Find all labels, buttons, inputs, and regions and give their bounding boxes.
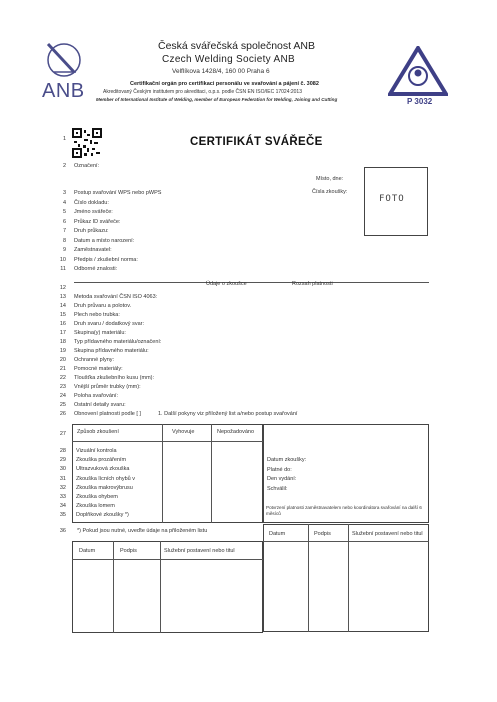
row-number: 30 bbox=[59, 466, 66, 473]
field-label: Postup svařování WPS nebo pWPS bbox=[74, 190, 162, 196]
row-number: 3 bbox=[62, 190, 66, 196]
row-number: 6 bbox=[62, 218, 66, 225]
field-label: Obnovení platnosti podle [ ] bbox=[74, 411, 141, 417]
row-number: 8 bbox=[62, 237, 66, 244]
footnote-text: *) Pokud jsou nutné, uveďte údaje na přiloženém listu bbox=[77, 528, 208, 534]
divider bbox=[74, 282, 429, 283]
field-label: Předpis / zkušební norma: bbox=[74, 256, 138, 263]
field-label: Tloušťka zkušebního kusu (mm): bbox=[74, 375, 155, 381]
row-number: 12 bbox=[59, 285, 66, 291]
table-header-divider bbox=[72, 559, 263, 560]
row-number: 25 bbox=[59, 402, 66, 408]
field-label: Označení: bbox=[74, 163, 100, 169]
field-label: Plech nebo trubka: bbox=[74, 312, 120, 318]
row-number: 21 bbox=[59, 366, 66, 372]
test-method-label: Vizuální kontrola bbox=[76, 448, 117, 454]
tests-header-pass: Vyhovuje bbox=[172, 429, 195, 435]
row-number: 14 bbox=[59, 303, 66, 309]
field-label: Pomocné materiály: bbox=[74, 366, 123, 372]
anb-logo-text: ANB bbox=[42, 80, 85, 102]
row-number: 18 bbox=[59, 339, 66, 345]
field-label: Ostatní detaily svaru: bbox=[74, 402, 126, 408]
tests-header-not-required: Nepožadováno bbox=[217, 429, 255, 435]
field-label: Druh svaru / dodatkový svar: bbox=[74, 321, 145, 327]
org-name-cz: Česká svářečská společnost ANB bbox=[158, 40, 315, 52]
field-label: Poloha svařování: bbox=[74, 393, 119, 399]
field-label: Druh průvaru a polotov. bbox=[74, 303, 132, 309]
signature-table-left bbox=[72, 541, 263, 633]
row-number: 22 bbox=[59, 375, 66, 381]
validity-note-text: Potvrzení platnosti zaměstnavatelem nebo koordinátora svařování na další 6 měsíců bbox=[266, 505, 422, 516]
left-table-header-position: Služební postavení nebo titul bbox=[164, 548, 235, 554]
right-table-header-position: Služební postavení nebo titul bbox=[352, 531, 423, 537]
tests-table-col-divider bbox=[162, 424, 163, 523]
row-number: 35 bbox=[59, 512, 66, 519]
row-number: 2 bbox=[62, 163, 66, 169]
approval-field-label: Datum zkoušky: bbox=[267, 457, 307, 463]
row-number: 32 bbox=[59, 484, 66, 491]
row-number: 17 bbox=[59, 330, 66, 336]
cert-line-1: Certifikační orgán pro certifikaci personálu ve svařování a pájení č. 3082 bbox=[130, 81, 319, 87]
row-number: 10 bbox=[59, 256, 66, 263]
row-number: 36 bbox=[59, 528, 66, 534]
org-name-en: Czech Welding Society ANB bbox=[162, 54, 295, 65]
renewal-note: 1. Další pokyny viz přiložený list a/nebo postup svařování bbox=[158, 411, 298, 417]
photo-placeholder bbox=[364, 167, 428, 236]
field-label: Skupina(y) materiálu: bbox=[74, 330, 126, 336]
field-label: Druh průkazu: bbox=[74, 228, 109, 234]
tests-header-method: Způsob zkoušení bbox=[77, 429, 119, 435]
row-number: 23 bbox=[59, 384, 66, 390]
column-header-validity: Rozsah platnosti bbox=[292, 281, 333, 287]
exam-number-label: Čísla zkoušky: bbox=[312, 189, 348, 195]
tests-table-col-divider bbox=[211, 424, 212, 523]
table-header-divider bbox=[263, 541, 429, 542]
triangle-icon bbox=[388, 46, 448, 98]
field-label: Skupina přídavného materiálu: bbox=[74, 348, 149, 354]
cert-line-3: Member of International Institute of Welding, member of European Federation for Welding, Joining and Cutting bbox=[96, 97, 338, 102]
place-date-label: Místo, dne: bbox=[316, 176, 344, 182]
right-table-header-signature: Podpis bbox=[314, 531, 331, 537]
row-number: 5 bbox=[62, 209, 66, 215]
row-number: 1 bbox=[62, 136, 66, 142]
table-col-divider bbox=[160, 541, 161, 633]
field-label: Metoda svařování ČSN ISO 4063: bbox=[74, 294, 158, 300]
field-label: Vnější průměr trubky (mm): bbox=[74, 384, 141, 390]
validity-note bbox=[266, 505, 426, 517]
tests-table-header-divider bbox=[72, 441, 263, 442]
table-col-divider bbox=[113, 541, 114, 633]
table-col-divider bbox=[308, 524, 309, 632]
org-address: Velflíkova 1428/4, 160 00 Praha 6 bbox=[172, 68, 270, 75]
field-label: Ochranné plyny: bbox=[74, 357, 115, 363]
row-number: 29 bbox=[59, 457, 66, 464]
field-label: Datum a místo narození: bbox=[74, 237, 135, 244]
photo-label: FOTO bbox=[379, 194, 405, 204]
row-number: 24 bbox=[59, 393, 66, 399]
row-number: 16 bbox=[59, 321, 66, 327]
row-number: 27 bbox=[59, 431, 66, 437]
row-number: 9 bbox=[62, 247, 66, 253]
row-number: 33 bbox=[59, 494, 66, 500]
table-col-divider bbox=[348, 524, 349, 632]
field-label: Typ přídavného materiálu/označení: bbox=[74, 339, 162, 345]
field-label: Zaměstnavatel: bbox=[74, 247, 112, 253]
field-label: Jméno svářeče: bbox=[74, 209, 113, 215]
test-method-label: Zkouška lomem bbox=[76, 503, 115, 510]
row-number: 7 bbox=[62, 228, 66, 234]
row-number: 28 bbox=[59, 448, 66, 454]
row-number: 31 bbox=[59, 475, 66, 482]
row-number: 11 bbox=[60, 266, 66, 272]
accreditation-logo bbox=[388, 46, 448, 106]
anb-logo bbox=[40, 40, 86, 104]
test-method-label: Zkouška prozářením bbox=[76, 457, 127, 464]
row-number: 15 bbox=[59, 312, 66, 318]
test-method-label: Doplňkové zkoušky *) bbox=[76, 512, 129, 519]
field-label: Průkaz ID svářeče: bbox=[74, 218, 121, 225]
accreditation-number: P 3032 bbox=[407, 97, 433, 106]
left-table-header-date: Datum bbox=[79, 548, 96, 554]
qr-code-icon bbox=[72, 128, 102, 158]
approval-field-label: Platné do: bbox=[267, 466, 292, 473]
left-table-header-signature: Podpis bbox=[120, 548, 137, 554]
row-number: 20 bbox=[59, 357, 66, 363]
row-number: 34 bbox=[59, 503, 66, 510]
field-label: Číslo dokladu: bbox=[74, 199, 109, 206]
column-header-test-data: Údaje o zkoušce bbox=[206, 281, 247, 287]
test-method-label: Zkouška ohybem bbox=[76, 494, 118, 500]
document-title: CERTIFIKÁT SVÁŘEČE bbox=[190, 136, 323, 148]
field-label: Odborné znalosti: bbox=[74, 266, 118, 272]
approval-field-label: Schválil: bbox=[267, 485, 288, 492]
test-method-label: Ultrazvuková zkouška bbox=[76, 466, 130, 473]
row-number: 26 bbox=[59, 411, 66, 417]
test-method-label: Zkouška lícních ohybů v bbox=[76, 475, 136, 482]
cert-line-2: Akreditovaný Českým institutem pro akreditaci, o.p.s. podle ČSN EN ISO/IEC 17024:2013 bbox=[103, 89, 302, 95]
row-number: 4 bbox=[62, 199, 66, 206]
row-number: 13 bbox=[59, 294, 66, 300]
right-table-header-date: Datum bbox=[269, 531, 286, 537]
row-number: 19 bbox=[59, 348, 66, 354]
approval-field-label: Den vydání: bbox=[267, 476, 297, 482]
test-method-label: Zkouška makrovýbrusu bbox=[76, 484, 133, 491]
